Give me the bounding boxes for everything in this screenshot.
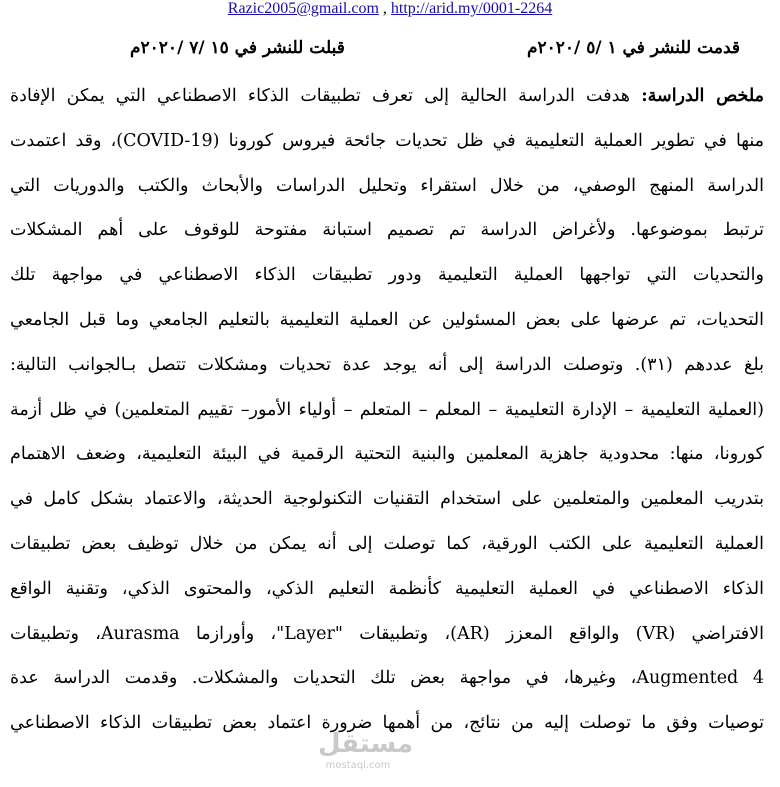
header-separator: ,	[382, 0, 387, 17]
publication-dates	[130, 36, 740, 60]
abstract-label: ملخص الدراسة:	[641, 86, 764, 106]
accepted-date: قبلت للنشر في ١٥ /٧ /٢٠٢٠م	[130, 38, 345, 58]
abstract-body	[10, 74, 764, 746]
abstract-line: الافتراضي (VR) والواقع المعزز (AR)، وتطبيقات "Layer"، وأورازما Aurasma، وتطبيقات	[10, 623, 764, 644]
abstract-line: والتحديات التي تواجهها العملية التعليمية ودور تطبيقات الذكاء الاصطناعي في مواجهة تلك	[10, 265, 764, 286]
abstract-line: الدراسة المنهج الوصفي، من خلال استقراء وتحليل الدراسات والأبحاث والكتب والدوريات التي	[10, 175, 764, 196]
abstract-line: ترتبط بموضوعها. ولأغراض الدراسة تم تصميم استبانة مفتوحة للوقوف على أهم المشكلات	[10, 220, 764, 241]
mostaql-watermark	[318, 728, 414, 772]
abstract-line	[10, 74, 764, 119]
url-link[interactable]: http://arid.my/0001-2264	[390, 0, 553, 17]
abstract-line: بتدريب المعلمين والمتعلمين على استخدام التقنيات التكنولوجية الحديثة، والاعتماد بشكل كامل في	[10, 489, 764, 510]
submitted-date: قدمت للنشر في ١ /٥ /٢٠٢٠م	[526, 38, 740, 58]
abstract-line: العملية التعليمية على الكتب الورقية، كما توصلت إلى أنه يمكن من خلال توظيف بعض تطبيقات	[10, 533, 764, 554]
abstract-line: (العملية التعليمية – الإدارة التعليمية – المعلم – المتعلم – أولياء الأمور– تقييم المتعلمين) في ظل أزمة	[10, 399, 764, 420]
watermark-arabic: مستقل	[318, 729, 414, 759]
header-links	[0, 0, 780, 18]
abstract-line-text: هدفت الدراسة الحالية إلى تعرف تطبيقات الذكاء الاصطناعي التي يمكن الإفادة	[10, 86, 642, 106]
watermark-latin: mostaql.com	[325, 760, 391, 771]
abstract-line: توصيات وفق ما توصلت إليه من نتائج، من أهمها ضرورة اعتماد بعض تطبيقات الذكاء الاصطناعي	[10, 713, 764, 734]
email-link[interactable]: Razic2005@gmail.com	[227, 0, 379, 17]
abstract-line: الذكاء الاصطناعي في العملية التعليمية كأنظمة التعليم الذكي، والمحتوى الذكي، وتقنية الواقع	[10, 578, 764, 599]
abstract-line: بلغ عددهم (٣١). وتوصلت الدراسة إلى أنه يوجد عدة تحديات ومشكلات تتصل بـالجوانب التالية:	[10, 354, 764, 375]
abstract-line: كورونا، منها: محدودية جاهزية المعلمين والبنية التحتية الرقمية في البيئة التعليمية، وضعف الاهتمام	[10, 444, 764, 465]
abstract-line: منها في تطوير العملية التعليمية في ظل تحديات جائحة فيروس كورونا (COVID-19)، وقد اعتمدت	[10, 130, 764, 151]
abstract-line: التحديات، تم عرضها على بعض المسئولين عن العملية التعليمية بالتعليم الجامعي وما قبل الجامعي	[10, 309, 764, 330]
abstract-line: Augmented 4، وغيرها، في مواجهة بعض تلك التحديات والمشكلات. وقدمت الدراسة عدة	[10, 668, 764, 689]
